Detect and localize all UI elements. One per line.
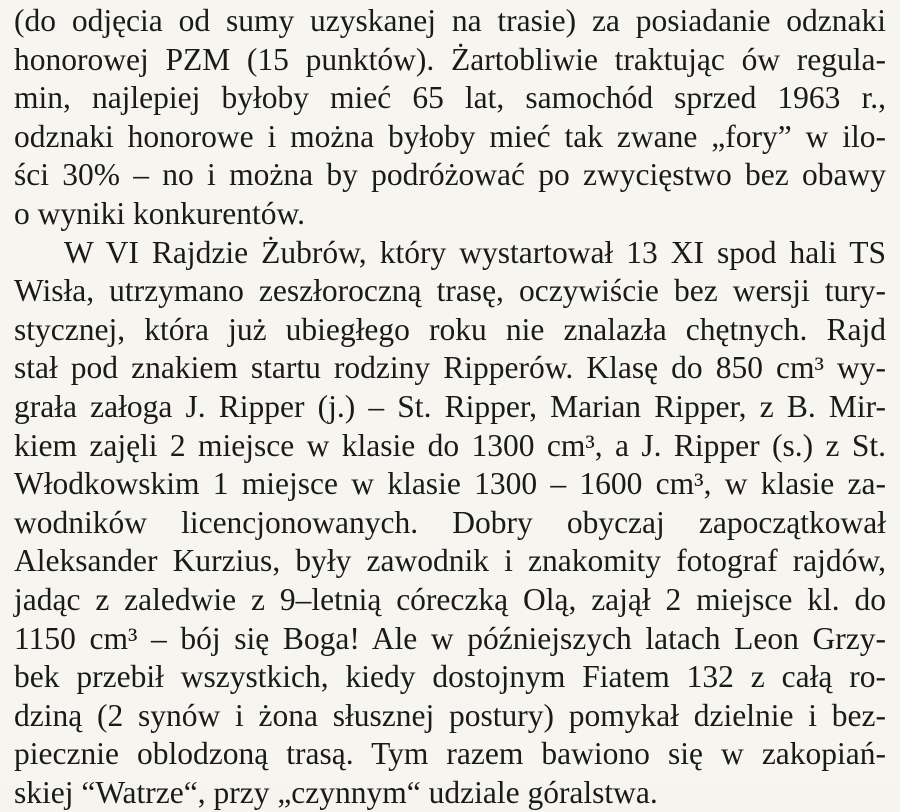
text-line: odznaki honorowe i można byłoby mieć tak zwane „fory” w ilo- bbox=[14, 118, 886, 154]
text-line: bek przebił wszystkich, kiedy dostojnym Fiatem 132 z całą ro- bbox=[14, 659, 886, 695]
paragraph-1 bbox=[14, 2, 886, 234]
text-line: (do odjęcia od sumy uzyskanej na trasie) za posiadanie odznaki bbox=[14, 3, 886, 38]
text-line: 1150 cm³ – bój się Boga! Ale w późniejszych latach Leon Grzy- bbox=[14, 620, 886, 656]
text-line: Włodkowskim 1 miejsce w klasie 1300 – 1600 cm³, w klasie za- bbox=[14, 466, 886, 502]
text-line: ści 30% – no i można by podróżować po zwycięstwo bez obawy bbox=[14, 157, 886, 193]
text-line: honorowej PZM (15 punktów). Żartobliwie traktując ów regula- bbox=[14, 41, 886, 77]
text-line: wodników licencjonowanych. Dobry obyczaj zapoczątkował bbox=[14, 504, 886, 540]
body-text bbox=[14, 2, 886, 812]
paragraph-2 bbox=[14, 234, 886, 812]
text-line: W VI Rajdzie Żubrów, który wystartował 13 XI spod hali TS bbox=[64, 234, 886, 270]
text-line: jadąc z zaledwie z 9–letnią córeczką Olą, zajął 2 miejsce kl. do bbox=[14, 581, 886, 617]
text-line: Aleksander Kurzius, były zawodnik i znakomity fotograf rajdów, bbox=[14, 543, 886, 579]
text-line: skiej “Watrze“, przy „czynnym“ udziale góralstwa. bbox=[14, 774, 658, 810]
text-line: kiem zajęli 2 miejsce w klasie do 1300 cm³, a J. Ripper (s.) z St. bbox=[14, 427, 886, 463]
text-line: dziną (2 synów i żona słusznej postury) pomykał dzielnie i bez- bbox=[14, 697, 886, 733]
text-line: min, najlepiej byłoby mieć 65 lat, samochód sprzed 1963 r., bbox=[14, 80, 886, 116]
text-line: stał pod znakiem startu rodziny Ripperów. Klasę do 850 cm³ wy- bbox=[14, 350, 886, 386]
text-line: grała załoga J. Ripper (j.) – St. Ripper, Marian Ripper, z B. Mir- bbox=[14, 388, 886, 424]
text-line: piecznie oblodzoną trasą. Tym razem bawiono się w zakopiań- bbox=[14, 736, 886, 772]
text-line: o wyniki konkurentów. bbox=[14, 195, 306, 231]
text-line: stycznej, która już ubiegłego roku nie znalazła chętnych. Rajd bbox=[14, 311, 886, 347]
text-line: Wisła, utrzymano zeszłoroczną trasę, oczywiście bez wersji tury- bbox=[14, 273, 886, 309]
